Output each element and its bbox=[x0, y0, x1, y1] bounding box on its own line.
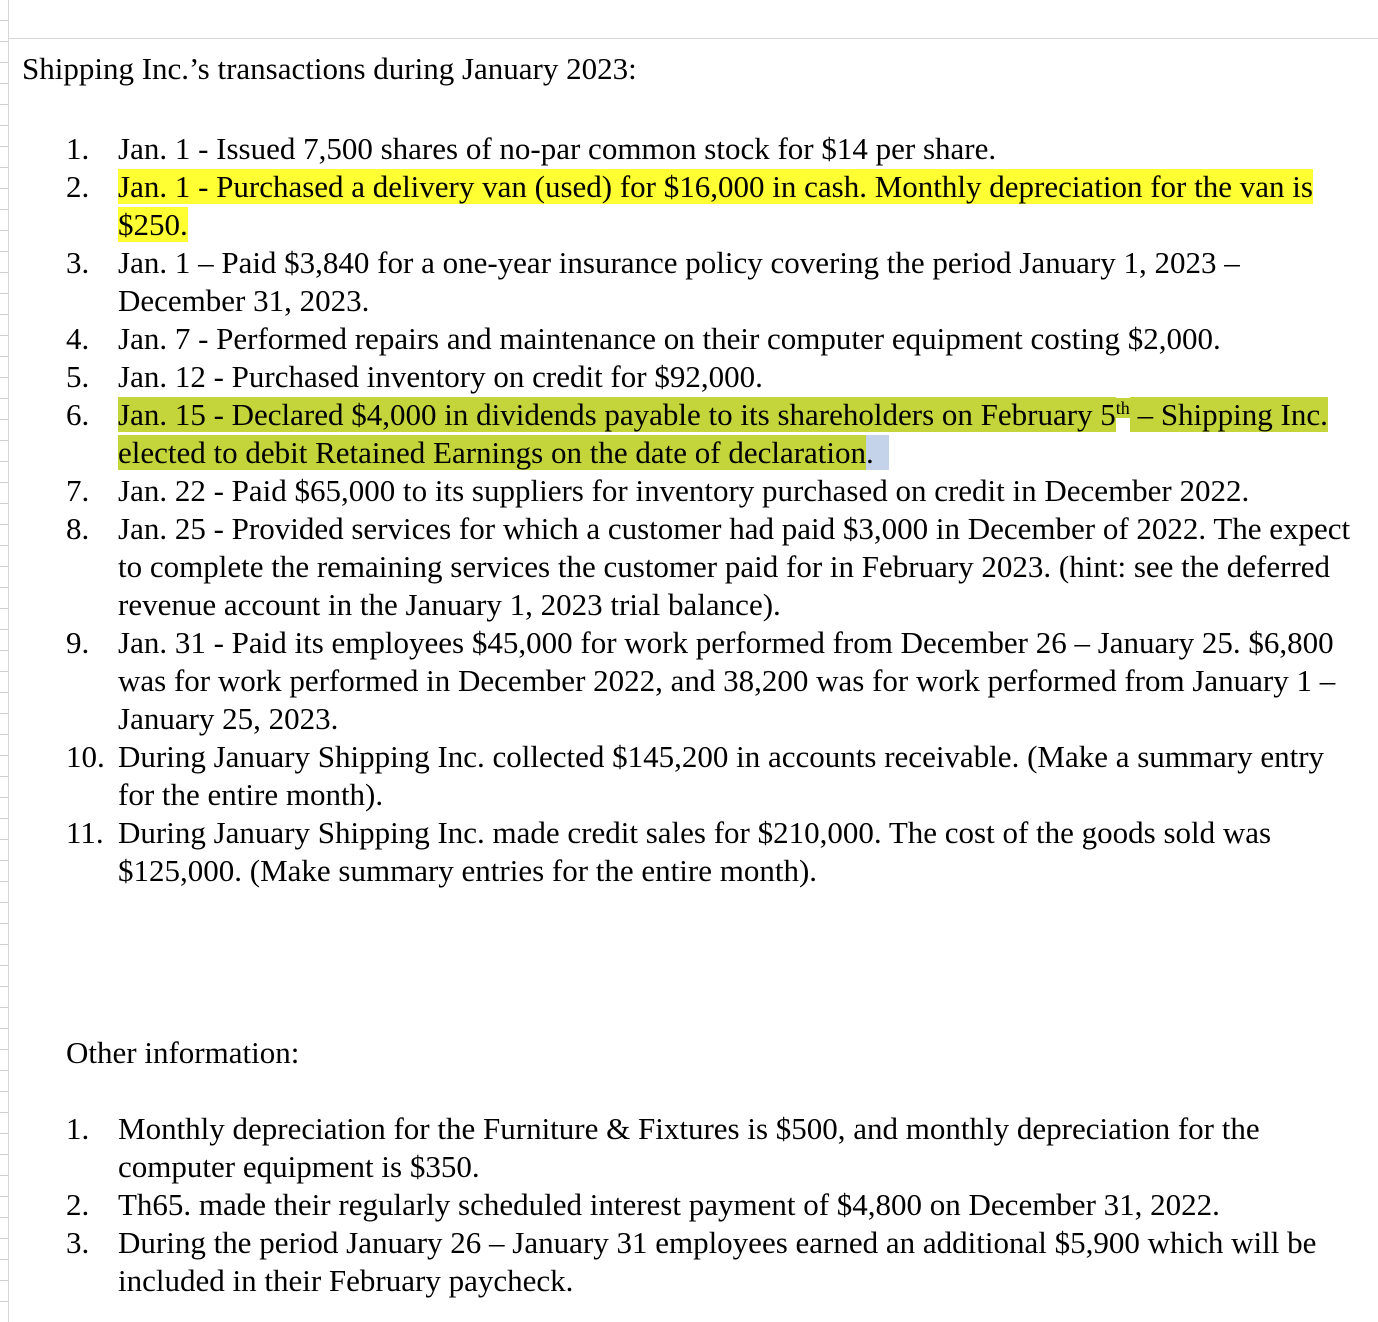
row-gutter bbox=[0, 0, 9, 1322]
item-number: 4. bbox=[66, 321, 90, 356]
list-item bbox=[22, 738, 1362, 814]
list-item bbox=[22, 1110, 1362, 1186]
item-number: 2. bbox=[66, 1187, 90, 1222]
item-text: Monthly depreciation for the Furniture & Fixtures is $500, and monthly depreciation for the computer equipment is $350. bbox=[118, 1111, 1260, 1184]
top-divider bbox=[8, 38, 1378, 39]
document-body bbox=[22, 50, 1362, 1298]
item-number: 6. bbox=[66, 397, 90, 432]
item-text-selected-period[interactable]: . bbox=[866, 435, 874, 470]
other-information-heading: Other information: bbox=[66, 1035, 300, 1070]
item-text: Jan. 1 - Purchased a delivery van (used) for $16,000 in cash. Monthly depreciation for the van is $250. bbox=[118, 169, 1313, 242]
item-text: During January Shipping Inc. made credit sales for $210,000. The cost of the goods sold was $125,000. (Make summary entries for the entire month). bbox=[118, 815, 1272, 888]
item-text: Jan. 7 - Performed repairs and maintenance on their computer equipment costing $2,000. bbox=[118, 321, 1221, 356]
item-number: 3. bbox=[66, 1225, 90, 1260]
item-text-superscript: th bbox=[1115, 397, 1130, 418]
item-text: During the period January 26 – January 31 employees earned an additional $5,900 which will be included in their February paycheck. bbox=[118, 1225, 1317, 1298]
item-number: 8. bbox=[66, 511, 90, 546]
item-text-part-b: – Shipping Inc. elected to debit Retained Earnings on the date of declaration bbox=[118, 397, 1328, 470]
item-text: Jan. 22 - Paid $65,000 to its suppliers for inventory purchased on credit in December 2022. bbox=[118, 473, 1250, 508]
item-text: During January Shipping Inc. collected $145,200 in accounts receivable. (Make a summary entry for the entire month). bbox=[118, 739, 1325, 812]
item-text: Jan. 1 - Issued 7,500 shares of no-par common stock for $14 per share. bbox=[118, 131, 997, 166]
text-selection-tail[interactable] bbox=[874, 435, 890, 470]
list-item-highlighted bbox=[22, 168, 1362, 244]
item-number: 9. bbox=[66, 625, 90, 660]
list-item bbox=[22, 320, 1362, 358]
list-item bbox=[22, 358, 1362, 396]
item-number: 1. bbox=[66, 1111, 90, 1146]
item-number: 1. bbox=[66, 131, 90, 166]
list-item bbox=[22, 130, 1362, 168]
list-item bbox=[22, 1224, 1362, 1300]
list-item bbox=[22, 472, 1362, 510]
transactions-list bbox=[22, 130, 1362, 890]
list-item bbox=[22, 1186, 1362, 1224]
item-number: 5. bbox=[66, 359, 90, 394]
item-number: 7. bbox=[66, 473, 90, 508]
item-number: 2. bbox=[66, 169, 90, 204]
other-information-list bbox=[22, 1110, 1362, 1300]
list-item bbox=[22, 244, 1362, 320]
transactions-heading: Shipping Inc.’s transactions during January 2023: bbox=[22, 51, 637, 86]
item-text: Jan. 1 – Paid $3,840 for a one-year insurance policy covering the period January 1, 2023 – December 31, 2023. bbox=[118, 245, 1240, 318]
item-text: Jan. 31 - Paid its employees $45,000 for work performed from December 26 – January 25. $6,800 was for work performed in December 2022, and 38,200 was for work performed from January 1 – January 25, 2023. bbox=[118, 625, 1336, 736]
item-number: 3. bbox=[66, 245, 90, 280]
list-item bbox=[22, 814, 1362, 890]
item-number: 11. bbox=[66, 815, 104, 850]
item-number: 10. bbox=[66, 739, 105, 774]
list-item-highlighted-selected bbox=[22, 396, 1362, 472]
item-text: Jan. 25 - Provided services for which a customer had paid $3,000 in December of 2022. The expect to complete the remaining services the customer paid for in February 2023. (hint: see the deferred revenue account in the January 1, 2023 trial balance). bbox=[118, 511, 1351, 622]
list-item bbox=[22, 510, 1362, 624]
item-text: Jan. 12 - Purchased inventory on credit for $92,000. bbox=[118, 359, 763, 394]
item-text-part-a: Jan. 15 - Declared $4,000 in dividends payable to its shareholders on February 5 bbox=[118, 397, 1116, 432]
item-text: Th65. made their regularly scheduled interest payment of $4,800 on December 31, 2022. bbox=[118, 1187, 1220, 1222]
list-item bbox=[22, 624, 1362, 738]
